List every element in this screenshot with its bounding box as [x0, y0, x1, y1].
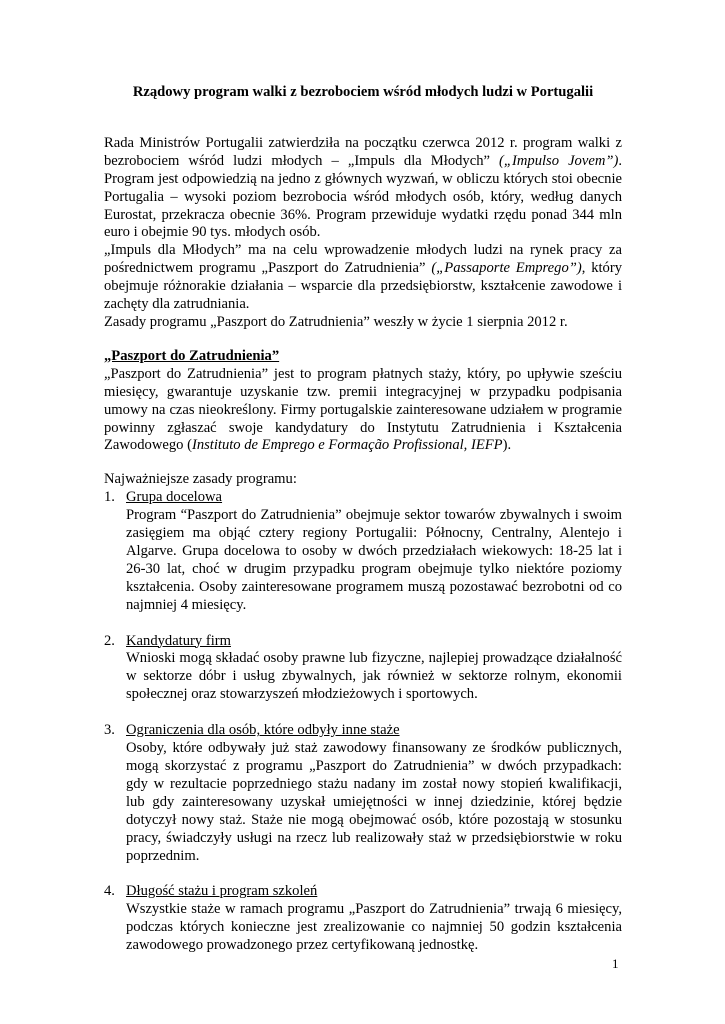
rule-number: 4. — [104, 883, 115, 900]
intro-paragraph-3: Zasady programu „Paszport do Zatrudnienia” weszły w życie 1 sierpnia 2012 r. — [104, 313, 568, 330]
rule-number: 1. — [104, 489, 115, 506]
section-body-text-a: „Paszport do Zatrudnienia” jest to program płatnych staży, który, po upływie sześciu miesięcy, gwarantuje uzyskanie tzw. premii integracyjnej w przypadku podpisania umowy na czas nieokreślony. Firmy portugalskie zainteresowane udziałem w programie powinny zgłaszać swoje kandydatury do Instytutu Zatrudnienia i Kształcenia Zawodowego ( — [104, 365, 622, 454]
rule-text: Wszystkie staże w ramach programu „Paszport do Zatrudnienia” trwają 6 miesięcy, podczas których konieczne jest zrealizowanie co najmniej 50 godzin kształcenia zawodowego prowadzonego przez certyfikowaną jednostkę. — [126, 901, 622, 954]
rule-item-4 — [104, 883, 622, 955]
intro-p1-text-b: . Program jest odpowiedzią na jedno z głównych wyzwań, w obliczu których stoi obecnie Portugalia – wysoki poziom bezrobocia wśród młodych osób, który, według danych Eurostat, przekracza obecnie 36%. Program przewiduje wydatki rzędu ponad 344 mln euro i obejmie 90 tys. młodych osób. — [104, 152, 622, 241]
rule-title: Ograniczenia dla osób, które odbyły inne staże — [126, 722, 400, 739]
section-heading: „Paszport do Zatrudnienia” — [104, 347, 280, 364]
rule-text: Osoby, które odbywały już staż zawodowy finansowany ze środków publicznych, mogą skorzystać z programu „Paszport do Zatrudnienia” w dwóch przypadkach: gdy w rezultacie poprzedniego stażu nadany im został nowy stopień kwalifikacji, lub gdy zainteresowany uzyskał umiejętności w innej dziedzinie, której będzie dotyczył nowy staż. Staże nie mogą obejmować osób, które pozostają w stosunku pracy, świadczyły usługi na rzecz lub realizowały staż w przedsiębiorstwie w roku poprzednim. — [126, 740, 622, 864]
intro-p1-text-a: Rada Ministrów Portugalii zatwierdziła na początku czerwca 2012 r. program walki z bezrobociem wśród ludzi młodych – „Impuls dla Młodych” — [104, 134, 622, 169]
rule-item-2 — [104, 633, 622, 705]
rule-number: 3. — [104, 722, 115, 739]
rules-intro: Najważniejsze zasady programu: — [104, 471, 297, 488]
section-body-italic: Instituto de Emprego e Formação Profissional, IEFP — [191, 437, 503, 454]
intro-paragraph-2 — [104, 242, 622, 314]
rule-text: Wnioski mogą składać osoby prawne lub fizyczne, najlepiej prowadzące działalność w sektorze dóbr i usług zbywalnych, jak również w sektorze rolnym, ekonomii społecznej oraz stowarzyszeń młodzieżowych i sportowych. — [126, 650, 622, 703]
rule-text: Program “Paszport do Zatrudnienia” obejmuje sektor towarów zbywalnych i swoim zasięgiem ma objąć cztery regiony Portugalii: Północny, Centralny, Alentejo i Algarve. Grupa docelowa to osoby w dwóch przedziałach wiekowych: 18-25 lat i 26-30 lat, choć w drugim przypadku program obejmuje tylko niektóre poziomy kształcenia. Osoby zainteresowane programem muszą pozostawać bezrobotni od co najmniej 4 miesięcy. — [126, 507, 622, 613]
intro-paragraph-1 — [104, 135, 622, 242]
rule-item-3 — [104, 722, 622, 865]
page-number: 1 — [612, 956, 619, 971]
section-body-text-b: ). — [502, 437, 512, 454]
rule-number: 2. — [104, 632, 115, 649]
intro-p2-text-b: , który obejmuje różnorakie działania – wsparcie dla przedsiębiorstw, kształcenie zawodowe i zachęty dla zatrudniania. — [104, 260, 622, 313]
intro-p2-italic: („Passaporte Emprego”) — [431, 260, 582, 277]
rule-title: Długość stażu i program szkoleń — [126, 883, 318, 900]
intro-p2-text-a: „Impuls dla Młodych” ma na celu wprowadzenie młodych ludzi na rynek pracy za pośrednictwem programu „Paszport do Zatrudnienia” — [104, 242, 622, 277]
section-body — [104, 366, 622, 456]
rule-title: Grupa docelowa — [126, 489, 223, 506]
document-title: Rządowy program walki z bezrobociem wśród młodych ludzi w Portugalii — [132, 84, 594, 100]
intro-p1-italic: („Impulso Jovem”) — [499, 152, 619, 169]
rule-item-1 — [104, 489, 622, 614]
document-page — [104, 84, 622, 955]
rule-title: Kandydatury firm — [126, 632, 231, 649]
